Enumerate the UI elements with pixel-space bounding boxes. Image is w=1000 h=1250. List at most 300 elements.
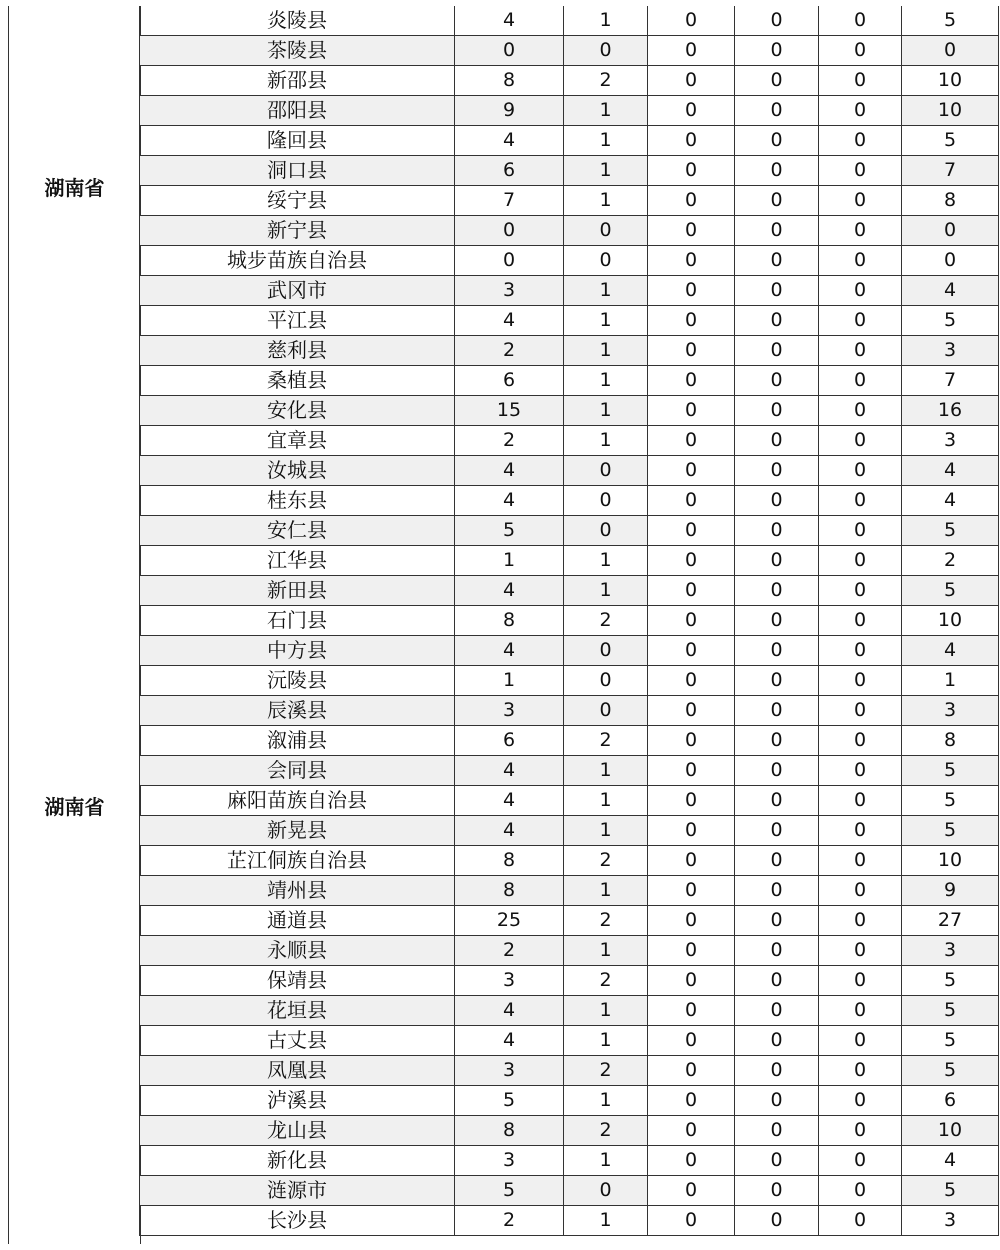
value-cell: 1: [564, 396, 648, 426]
value-cell: 0: [819, 426, 902, 456]
county-name-cell: 宜章县: [140, 426, 455, 456]
value-cell: 0: [819, 906, 902, 936]
value-cell: 0: [735, 1026, 819, 1056]
value-cell: 5: [902, 576, 999, 606]
county-name-cell: 新田县: [140, 576, 455, 606]
value-cell: 0: [735, 606, 819, 636]
value-cell: 6: [455, 366, 564, 396]
value-cell: 0: [648, 876, 735, 906]
value-cell: 0: [819, 1116, 902, 1146]
county-name-cell: 涟源市: [140, 1176, 455, 1206]
value-cell: 0: [819, 396, 902, 426]
value-cell: 1: [564, 156, 648, 186]
table-row: [140, 846, 999, 876]
table-row: [140, 786, 999, 816]
value-cell: 0: [735, 966, 819, 996]
value-cell: 0: [819, 156, 902, 186]
table-row: [140, 1116, 999, 1146]
value-cell: 0: [648, 756, 735, 786]
value-cell: 0: [648, 606, 735, 636]
county-name-cell: 靖州县: [140, 876, 455, 906]
value-cell: 0: [819, 786, 902, 816]
value-cell: 9: [902, 876, 999, 906]
value-cell: 8: [902, 186, 999, 216]
value-cell: 5: [902, 516, 999, 546]
value-cell: 1: [564, 6, 648, 36]
value-cell: 0: [648, 1206, 735, 1236]
value-cell: 0: [735, 216, 819, 246]
value-cell: 0: [564, 216, 648, 246]
value-cell: 8: [902, 726, 999, 756]
value-cell: 0: [648, 96, 735, 126]
value-cell: 0: [735, 1146, 819, 1176]
table-row: [140, 336, 999, 366]
value-cell: 0: [648, 156, 735, 186]
value-cell: 5: [902, 816, 999, 846]
county-name-cell: 沅陵县: [140, 666, 455, 696]
county-name-cell: 新化县: [140, 1146, 455, 1176]
county-name-cell: 隆回县: [140, 126, 455, 156]
value-cell: 2: [564, 966, 648, 996]
county-name-cell: 洞口县: [140, 156, 455, 186]
value-cell: 1: [564, 306, 648, 336]
value-cell: 0: [819, 486, 902, 516]
value-cell: 0: [735, 96, 819, 126]
value-cell: 0: [902, 246, 999, 276]
value-cell: 0: [648, 1086, 735, 1116]
table-row: [140, 696, 999, 726]
value-cell: 0: [648, 1146, 735, 1176]
value-cell: 0: [735, 426, 819, 456]
table-row: [140, 1086, 999, 1116]
table-row: [140, 1146, 999, 1176]
county-name-cell: 桑植县: [140, 366, 455, 396]
value-cell: 4: [455, 456, 564, 486]
value-cell: 0: [735, 366, 819, 396]
value-cell: 10: [902, 606, 999, 636]
value-cell: 5: [902, 996, 999, 1026]
county-stats-table: [139, 6, 999, 1236]
table-row: [140, 636, 999, 666]
value-cell: 1: [564, 546, 648, 576]
value-cell: 0: [455, 36, 564, 66]
table-row: [140, 486, 999, 516]
value-cell: 2: [564, 846, 648, 876]
value-cell: 7: [455, 186, 564, 216]
value-cell: 5: [455, 1176, 564, 1206]
value-cell: 1: [564, 816, 648, 846]
value-cell: 0: [564, 486, 648, 516]
county-name-cell: 安化县: [140, 396, 455, 426]
county-name-cell: 龙山县: [140, 1116, 455, 1146]
county-name-cell: 会同县: [140, 756, 455, 786]
value-cell: 1: [564, 366, 648, 396]
value-cell: 0: [648, 726, 735, 756]
value-cell: 0: [735, 306, 819, 336]
value-cell: 2: [564, 726, 648, 756]
value-cell: 0: [648, 636, 735, 666]
county-name-cell: 新邵县: [140, 66, 455, 96]
value-cell: 0: [819, 1206, 902, 1236]
value-cell: 0: [819, 246, 902, 276]
value-cell: 0: [564, 36, 648, 66]
table-row: [140, 306, 999, 336]
value-cell: 0: [648, 576, 735, 606]
value-cell: 0: [648, 396, 735, 426]
value-cell: 4: [455, 1026, 564, 1056]
value-cell: 0: [819, 1056, 902, 1086]
table-row: [140, 396, 999, 426]
value-cell: 8: [455, 66, 564, 96]
value-cell: 0: [819, 606, 902, 636]
county-name-cell: 汝城县: [140, 456, 455, 486]
value-cell: 0: [819, 996, 902, 1026]
value-cell: 1: [564, 96, 648, 126]
value-cell: 0: [648, 126, 735, 156]
province-label: 湖南省: [44, 795, 105, 819]
value-cell: 8: [455, 606, 564, 636]
value-cell: 0: [735, 1206, 819, 1236]
value-cell: 0: [819, 816, 902, 846]
table-row: [140, 906, 999, 936]
value-cell: 8: [455, 876, 564, 906]
value-cell: 0: [648, 1176, 735, 1206]
value-cell: 0: [564, 1176, 648, 1206]
value-cell: 4: [455, 306, 564, 336]
value-cell: 0: [819, 6, 902, 36]
value-cell: 1: [564, 1086, 648, 1116]
value-cell: 0: [735, 1056, 819, 1086]
value-cell: 2: [902, 546, 999, 576]
value-cell: 0: [735, 1086, 819, 1116]
value-cell: 0: [735, 396, 819, 426]
value-cell: 3: [455, 696, 564, 726]
value-cell: 0: [648, 516, 735, 546]
value-cell: 0: [819, 1086, 902, 1116]
value-cell: 0: [455, 246, 564, 276]
value-cell: 0: [648, 816, 735, 846]
value-cell: 4: [455, 756, 564, 786]
table-row: [140, 966, 999, 996]
value-cell: 0: [735, 1176, 819, 1206]
county-name-cell: 中方县: [140, 636, 455, 666]
value-cell: 6: [455, 726, 564, 756]
value-cell: 10: [902, 846, 999, 876]
county-name-cell: 花垣县: [140, 996, 455, 1026]
value-cell: 1: [564, 1026, 648, 1056]
value-cell: 0: [735, 936, 819, 966]
value-cell: 1: [902, 666, 999, 696]
value-cell: 3: [902, 426, 999, 456]
value-cell: 0: [902, 216, 999, 246]
value-cell: 0: [564, 666, 648, 696]
value-cell: 9: [455, 96, 564, 126]
table-row: [140, 816, 999, 846]
value-cell: 10: [902, 96, 999, 126]
value-cell: 1: [564, 336, 648, 366]
value-cell: 0: [648, 1116, 735, 1146]
value-cell: 0: [819, 696, 902, 726]
value-cell: 0: [735, 126, 819, 156]
value-cell: 3: [902, 936, 999, 966]
value-cell: 0: [819, 1026, 902, 1056]
county-name-cell: 麻阳苗族自治县: [140, 786, 455, 816]
value-cell: 4: [455, 6, 564, 36]
value-cell: 27: [902, 906, 999, 936]
value-cell: 0: [735, 246, 819, 276]
value-cell: 0: [648, 1056, 735, 1086]
county-name-cell: 桂东县: [140, 486, 455, 516]
value-cell: 5: [902, 1056, 999, 1086]
table-row: [140, 1206, 999, 1236]
table-row: [140, 246, 999, 276]
value-cell: 0: [648, 6, 735, 36]
value-cell: 0: [819, 66, 902, 96]
value-cell: 0: [819, 936, 902, 966]
value-cell: 0: [735, 816, 819, 846]
value-cell: 0: [648, 846, 735, 876]
value-cell: 5: [902, 306, 999, 336]
table-row: [140, 576, 999, 606]
table-row: [140, 426, 999, 456]
value-cell: 0: [819, 546, 902, 576]
county-name-cell: 溆浦县: [140, 726, 455, 756]
value-cell: 0: [648, 456, 735, 486]
value-cell: 8: [455, 846, 564, 876]
value-cell: 0: [819, 216, 902, 246]
value-cell: 4: [455, 576, 564, 606]
value-cell: 0: [648, 546, 735, 576]
value-cell: 0: [648, 1026, 735, 1056]
value-cell: 5: [902, 6, 999, 36]
county-name-cell: 邵阳县: [140, 96, 455, 126]
table-row: [140, 516, 999, 546]
value-cell: 5: [902, 126, 999, 156]
value-cell: 0: [648, 696, 735, 726]
value-cell: 0: [648, 366, 735, 396]
county-name-cell: 新宁县: [140, 216, 455, 246]
value-cell: 0: [819, 756, 902, 786]
value-cell: 0: [648, 996, 735, 1026]
value-cell: 2: [564, 1116, 648, 1146]
value-cell: 1: [564, 426, 648, 456]
value-cell: 0: [819, 36, 902, 66]
table-row: [140, 36, 999, 66]
table-row: [140, 666, 999, 696]
value-cell: 1: [564, 876, 648, 906]
value-cell: 1: [564, 126, 648, 156]
value-cell: 2: [455, 936, 564, 966]
value-cell: 1: [455, 666, 564, 696]
value-cell: 7: [902, 156, 999, 186]
value-cell: 16: [902, 396, 999, 426]
value-cell: 0: [648, 906, 735, 936]
county-name-cell: 城步苗族自治县: [140, 246, 455, 276]
table-row: [140, 1026, 999, 1056]
value-cell: 0: [735, 456, 819, 486]
table-row: [140, 66, 999, 96]
county-name-cell: 茶陵县: [140, 36, 455, 66]
value-cell: 2: [564, 906, 648, 936]
value-cell: 1: [564, 1206, 648, 1236]
county-name-cell: 平江县: [140, 306, 455, 336]
value-cell: 1: [564, 786, 648, 816]
value-cell: 0: [564, 516, 648, 546]
county-name-cell: 泸溪县: [140, 1086, 455, 1116]
value-cell: 0: [735, 876, 819, 906]
value-cell: 2: [564, 66, 648, 96]
value-cell: 0: [735, 756, 819, 786]
value-cell: 0: [819, 306, 902, 336]
value-cell: 0: [735, 906, 819, 936]
value-cell: 1: [564, 936, 648, 966]
value-cell: 0: [902, 36, 999, 66]
value-cell: 0: [819, 1176, 902, 1206]
value-cell: 0: [735, 6, 819, 36]
value-cell: 0: [819, 636, 902, 666]
value-cell: 4: [455, 126, 564, 156]
value-cell: 2: [455, 336, 564, 366]
table-row: [140, 96, 999, 126]
value-cell: 0: [648, 36, 735, 66]
value-cell: 0: [735, 156, 819, 186]
value-cell: 0: [564, 246, 648, 276]
table-row: [140, 216, 999, 246]
table-row: [140, 1056, 999, 1086]
value-cell: 0: [648, 186, 735, 216]
value-cell: 10: [902, 1116, 999, 1146]
province-label: 湖南省: [44, 176, 105, 200]
value-cell: 0: [735, 516, 819, 546]
value-cell: 0: [819, 846, 902, 876]
table-row: [140, 936, 999, 966]
value-cell: 0: [819, 336, 902, 366]
value-cell: 0: [735, 186, 819, 216]
value-cell: 6: [455, 156, 564, 186]
value-cell: 1: [455, 546, 564, 576]
county-name-cell: 芷江侗族自治县: [140, 846, 455, 876]
value-cell: 0: [735, 66, 819, 96]
value-cell: 0: [735, 36, 819, 66]
value-cell: 5: [902, 756, 999, 786]
value-cell: 0: [648, 426, 735, 456]
value-cell: 2: [564, 1056, 648, 1086]
value-cell: 4: [902, 276, 999, 306]
table-row: [140, 726, 999, 756]
province-column: [8, 6, 141, 1244]
table-row: [140, 606, 999, 636]
county-name-cell: 保靖县: [140, 966, 455, 996]
value-cell: 2: [564, 606, 648, 636]
value-cell: 15: [455, 396, 564, 426]
value-cell: 3: [902, 1206, 999, 1236]
county-name-cell: 新晃县: [140, 816, 455, 846]
value-cell: 0: [819, 126, 902, 156]
table-row: [140, 6, 999, 36]
value-cell: 0: [648, 336, 735, 366]
county-name-cell: 慈利县: [140, 336, 455, 366]
value-cell: 4: [902, 486, 999, 516]
value-cell: 5: [902, 966, 999, 996]
value-cell: 0: [648, 306, 735, 336]
table-row: [140, 126, 999, 156]
value-cell: 0: [819, 966, 902, 996]
table-row: [140, 546, 999, 576]
value-cell: 3: [902, 696, 999, 726]
table-row: [140, 996, 999, 1026]
value-cell: 1: [564, 996, 648, 1026]
value-cell: 0: [819, 726, 902, 756]
value-cell: 0: [735, 636, 819, 666]
value-cell: 0: [819, 456, 902, 486]
county-name-cell: 安仁县: [140, 516, 455, 546]
value-cell: 2: [455, 426, 564, 456]
county-name-cell: 长沙县: [140, 1206, 455, 1236]
value-cell: 0: [735, 576, 819, 606]
value-cell: 0: [819, 96, 902, 126]
value-cell: 0: [819, 276, 902, 306]
value-cell: 0: [819, 666, 902, 696]
value-cell: 1: [564, 576, 648, 606]
value-cell: 7: [902, 366, 999, 396]
value-cell: 5: [902, 786, 999, 816]
value-cell: 0: [735, 786, 819, 816]
value-cell: 3: [455, 966, 564, 996]
value-cell: 3: [455, 1146, 564, 1176]
table-row: [140, 876, 999, 906]
county-name-cell: 凤凰县: [140, 1056, 455, 1086]
value-cell: 0: [735, 696, 819, 726]
value-cell: 0: [819, 516, 902, 546]
value-cell: 0: [819, 876, 902, 906]
value-cell: 0: [455, 216, 564, 246]
value-cell: 1: [564, 276, 648, 306]
value-cell: 4: [455, 636, 564, 666]
value-cell: 0: [648, 966, 735, 996]
value-cell: 0: [735, 546, 819, 576]
value-cell: 5: [455, 1086, 564, 1116]
value-cell: 10: [902, 66, 999, 96]
table-row: [140, 366, 999, 396]
table-row: [140, 186, 999, 216]
value-cell: 0: [735, 996, 819, 1026]
value-cell: 0: [564, 696, 648, 726]
value-cell: 25: [455, 906, 564, 936]
county-table-sheet: [8, 6, 998, 1244]
county-name-cell: 石门县: [140, 606, 455, 636]
value-cell: 0: [735, 336, 819, 366]
value-cell: 0: [819, 366, 902, 396]
value-cell: 4: [455, 816, 564, 846]
county-name-cell: 通道县: [140, 906, 455, 936]
value-cell: 0: [648, 486, 735, 516]
value-cell: 4: [902, 1146, 999, 1176]
value-cell: 4: [902, 456, 999, 486]
county-name-cell: 江华县: [140, 546, 455, 576]
value-cell: 2: [455, 1206, 564, 1236]
value-cell: 0: [564, 456, 648, 486]
value-cell: 1: [564, 756, 648, 786]
table-row: [140, 276, 999, 306]
value-cell: 0: [735, 276, 819, 306]
value-cell: 0: [819, 576, 902, 606]
county-name-cell: 永顺县: [140, 936, 455, 966]
value-cell: 5: [902, 1026, 999, 1056]
value-cell: 0: [648, 246, 735, 276]
county-name-cell: 辰溪县: [140, 696, 455, 726]
table-row: [140, 456, 999, 486]
value-cell: 0: [819, 1146, 902, 1176]
